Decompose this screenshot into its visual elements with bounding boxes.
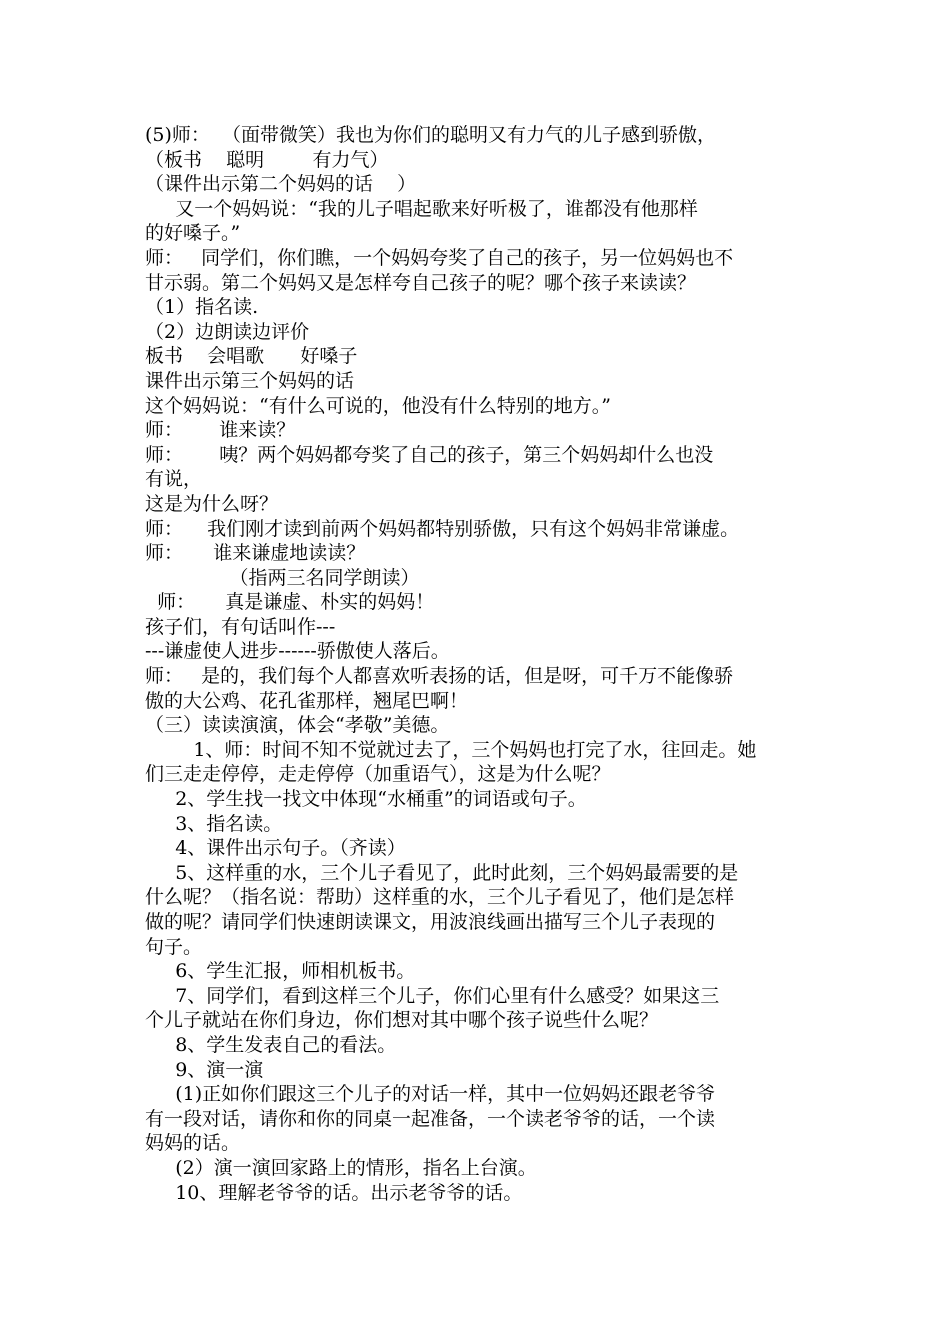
text-line: 6、学生汇报，师相机板书。 [145,960,416,983]
text-line: 这个妈妈说：“有什么可说的，他没有什么特别的地方。” [145,394,611,417]
text-line: 3、指名读。 [145,812,283,835]
text-line: 妈妈的话。 [145,1132,241,1155]
text-line: 这是为什么呀？ [145,492,279,515]
text-line: 板书 会唱歌 好嗓子 [145,345,358,368]
text-line: 师： 是的，我们每个人都喜欢听表扬的话，但是呀，可千万不能像骄 [145,665,734,688]
text-line: 师： 咦？两个妈妈都夸奖了自己的孩子，第三个妈妈却什么也没 [145,443,714,466]
text-line: 的好嗓子。” [145,222,241,245]
text-line: 什么呢？（指名说：帮助）这样重的水，三个儿子看见了，他们是怎样 [145,886,735,909]
text-line: （三）读读演演，体会“孝敬”美德。 [145,714,450,737]
text-line: 们三走走停停，走走停停（加重语气），这是为什么呢？ [145,763,611,786]
document-body [145,123,825,1205]
text-line: ---谦虚使人进步------骄傲使人落后。 [145,640,450,663]
text-line: 又一个妈妈说：“我的儿子唱起歌来好听极了，谁都没有他那样 [145,197,698,220]
text-line: 甘示弱。第二个妈妈又是怎样夸自己孩子的呢？哪个孩子来读读？ [145,271,697,294]
text-line: （指两三名同学朗读） [145,566,420,589]
text-line: 有一段对话，请你和你的同桌一起准备，一个读老爷爷的话，一个读 [145,1107,716,1130]
text-line: 师： 谁来读？ [145,419,296,442]
text-line: （2）边朗读边评价 [145,320,310,343]
text-line: 2、学生找一找文中体现“水桶重”的词语或句子。 [145,788,587,811]
text-line: 傲的大公鸡、花孔雀那样，翘尾巴啊！ [145,689,469,712]
text-line: 师： 谁来谦虚地读读？ [145,542,366,565]
text-line: 4、课件出示句子。（齐读） [145,837,406,860]
text-line: 师： 真是谦虚、朴实的妈妈！ [145,591,435,614]
text-line: 有说， [145,468,203,491]
text-line: 师： 我们刚才读到前两个妈妈都特别骄傲，只有这个妈妈非常谦虚。 [145,517,740,540]
text-line: 做的呢？请同学们快速朗读课文，用波浪线画出描写三个儿子表现的 [145,911,716,933]
text-line: 10、理解老爷爷的话。出示老爷爷的话。 [145,1181,523,1204]
text-line: 8、学生发表自己的看法。 [145,1033,397,1056]
text-line: 孩子们，有句话叫作--- [145,615,336,638]
text-line: 个儿子就站在你们身边，你们想对其中哪个孩子说些什么呢？ [145,1009,659,1032]
text-line: （课件出示第二个妈妈的话 ） [145,173,417,196]
text-line: 1、师：时间不知不觉就过去了，三个妈妈也打完了水，往回走。她 [145,738,757,761]
text-line: 7、同学们，看到这样三个儿子，你们心里有什么感受？如果这三 [145,984,720,1007]
text-line: （1）指名读. [145,296,259,319]
text-line: （板书 聪明 有力气） [145,148,389,171]
text-line: 9、演一演 [145,1058,264,1081]
text-line: 5、这样重的水，三个儿子看见了，此时此刻，三个妈妈最需要的是 [145,861,739,884]
text-line: 课件出示第三个妈妈的话 [145,369,355,392]
text-line: 句子。 [145,935,203,958]
text-line: 师： 同学们，你们瞧，一个妈妈夸奖了自己的孩子，另一位妈妈也不 [145,246,734,269]
text-line: (1)正如你们跟这三个儿子的对话一样，其中一位妈妈还跟老爷爷 [145,1083,716,1106]
text-line: (5)师： （面带微笑）我也为你们的聪明又有力气的儿子感到骄傲， [145,124,716,146]
text-line: (2）演一演回家路上的情形，指名上台演。 [145,1156,537,1179]
